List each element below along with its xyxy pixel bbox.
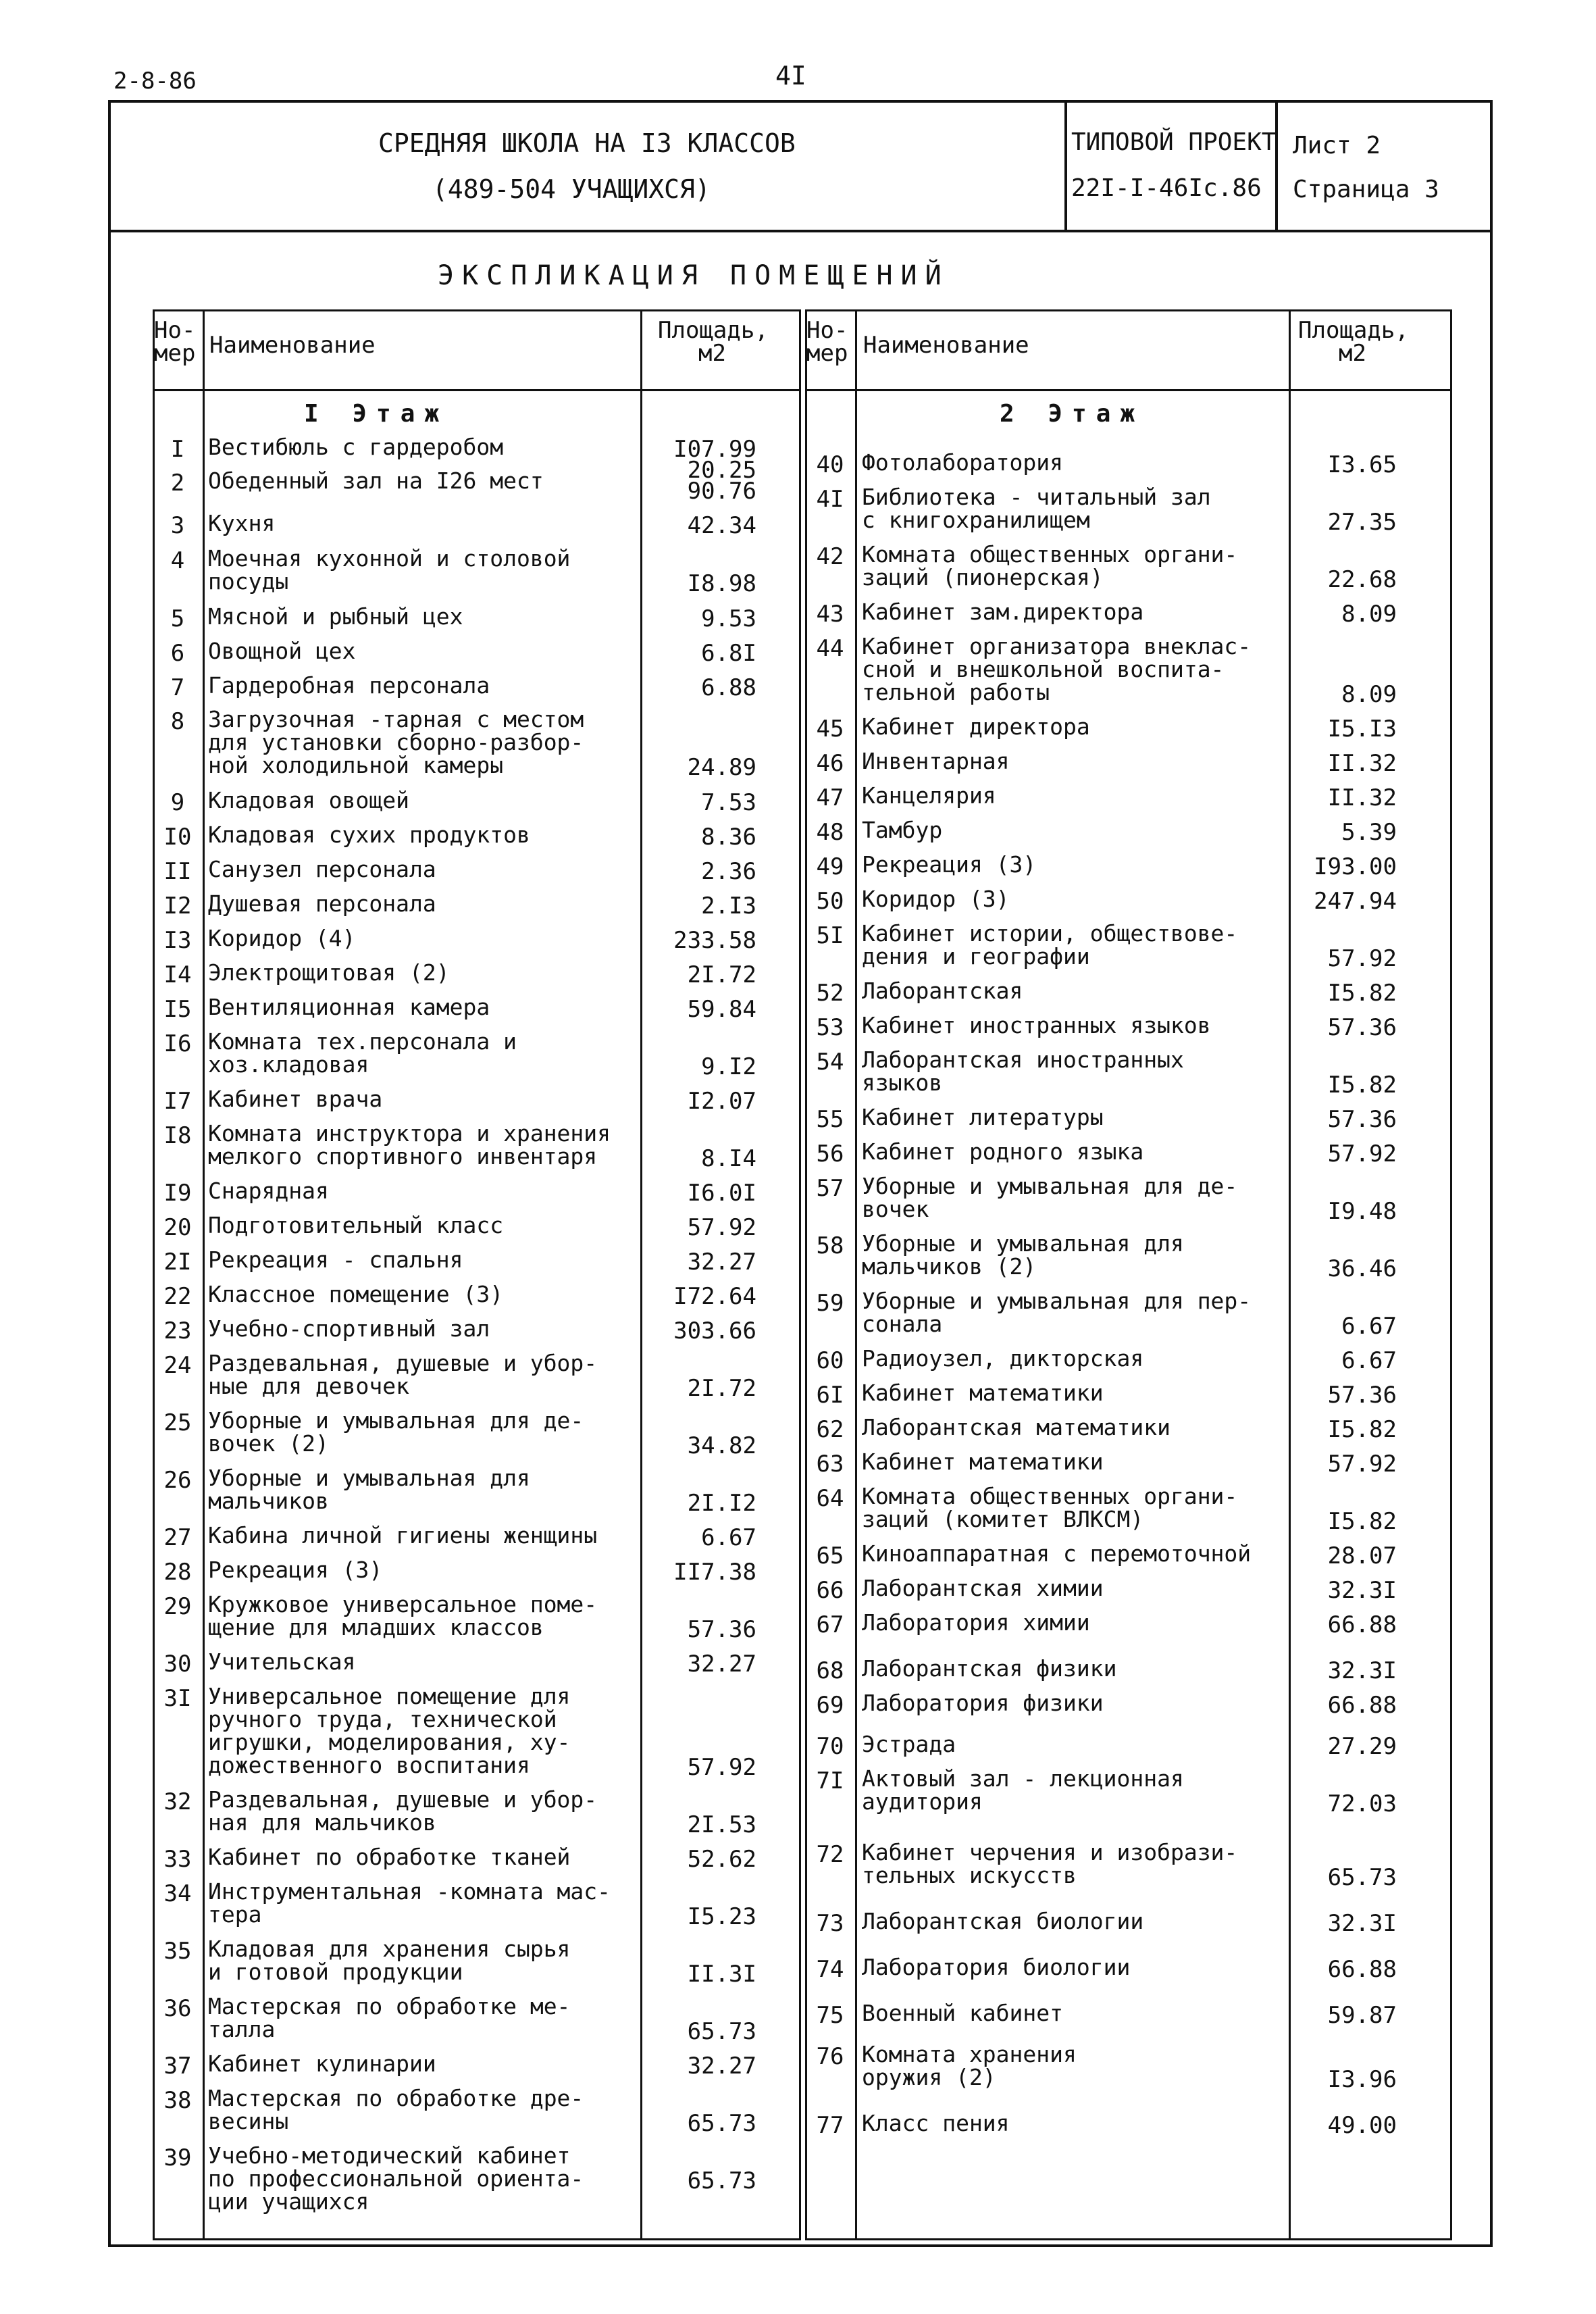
room-name: для установки сборно-разбор- bbox=[208, 729, 584, 755]
room-number: 65 bbox=[816, 1542, 844, 1569]
room-number: 22 bbox=[163, 1283, 192, 1310]
room-name: Гардеробная персонала bbox=[208, 672, 490, 699]
room-number: 44 bbox=[816, 635, 844, 662]
room-number: 32 bbox=[163, 1788, 192, 1815]
room-area: 7.53 bbox=[701, 789, 756, 816]
room-number: 76 bbox=[816, 2043, 844, 2070]
room-number: 30 bbox=[163, 1651, 192, 1678]
room-area: 303.66 bbox=[673, 1317, 756, 1344]
room-number: 6I bbox=[816, 1382, 844, 1409]
room-area: 57.92 bbox=[1327, 1140, 1397, 1167]
room-name: щение для младших классов bbox=[208, 1614, 544, 1640]
room-number: 7 bbox=[170, 674, 185, 701]
room-name: Загрузочная -тарная с местом bbox=[208, 706, 584, 732]
room-name: ные для девочек bbox=[208, 1373, 410, 1399]
room-name: Кабинет директора bbox=[862, 713, 1090, 740]
room-area: 27.29 bbox=[1327, 1733, 1397, 1760]
room-name: тельных искусств bbox=[862, 1862, 1077, 1888]
room-name: Кладовая овощей bbox=[208, 787, 410, 813]
room-name: сной и внешкольной воспита- bbox=[862, 656, 1225, 682]
room-name: Актовый зал - лекционная bbox=[862, 1765, 1184, 1792]
room-name: Лаборантская биологии bbox=[862, 1908, 1144, 1934]
room-number: 67 bbox=[816, 1611, 844, 1638]
right-table-col-divider bbox=[855, 309, 857, 2240]
room-area: 57.36 bbox=[1327, 1014, 1397, 1041]
room-name: игрушки, моделирования, ху- bbox=[208, 1729, 571, 1755]
room-number: 53 bbox=[816, 1014, 844, 1041]
room-area: 2I.53 bbox=[687, 1811, 756, 1838]
room-area: 233.58 bbox=[673, 927, 756, 954]
room-name: заций (комитет ВЛКСМ) bbox=[862, 1506, 1144, 1532]
room-area: 59.87 bbox=[1327, 2002, 1397, 2029]
room-name: Военный кабинет bbox=[862, 2000, 1064, 2026]
document-code-date: 2-8-86 bbox=[113, 68, 197, 95]
sheet-number: Лист 2 bbox=[1293, 132, 1381, 159]
room-name: тельной работы bbox=[862, 679, 1050, 705]
room-name: Мастерская по обработке ме- bbox=[208, 1993, 571, 2019]
room-name: посуды bbox=[208, 568, 289, 595]
room-name: Кладовая для хранения сырья bbox=[208, 1936, 571, 1962]
room-number: 5I bbox=[816, 922, 844, 949]
room-number: 2 bbox=[170, 470, 185, 497]
document-subtitle: (489-504 УЧАЩИХСЯ) bbox=[432, 174, 711, 204]
room-area: 65.73 bbox=[687, 2018, 756, 2045]
room-name: ручного труда, технической bbox=[208, 1706, 557, 1732]
room-name: Уборные и умывальная для де- bbox=[208, 1407, 584, 1434]
room-number: 77 bbox=[816, 2112, 844, 2139]
right-col-number-header: мер bbox=[806, 340, 848, 367]
room-area: I5.82 bbox=[1327, 980, 1397, 1007]
room-name: вочек bbox=[862, 1196, 929, 1222]
room-name: Раздевальная, душевые и убор- bbox=[208, 1786, 598, 1813]
room-number: I3 bbox=[163, 927, 192, 954]
room-name: вочек (2) bbox=[208, 1430, 329, 1457]
right-col-name-header: Наименование bbox=[863, 332, 1029, 359]
room-number: 66 bbox=[816, 1577, 844, 1604]
room-name: Учительская bbox=[208, 1649, 356, 1675]
title-block-separator bbox=[1064, 100, 1067, 231]
room-area: 2.36 bbox=[701, 858, 756, 885]
room-name: Библиотека - читальный зал bbox=[862, 484, 1211, 510]
room-area: 57.36 bbox=[1327, 1106, 1397, 1133]
room-name: Кабинет родного языка bbox=[862, 1138, 1144, 1165]
room-number: 25 bbox=[163, 1409, 192, 1436]
room-name: Эстрада bbox=[862, 1731, 956, 1757]
room-name: тера bbox=[208, 1901, 262, 1928]
room-area: 57.36 bbox=[1327, 1382, 1397, 1409]
room-area: 5.39 bbox=[1341, 819, 1397, 846]
room-area: 59.84 bbox=[687, 996, 756, 1023]
room-number: 46 bbox=[816, 750, 844, 777]
room-name: Обеденный зал на I26 мест bbox=[208, 468, 544, 494]
room-number: I4 bbox=[163, 961, 192, 988]
right-col-area-header: Площадь, bbox=[1298, 317, 1409, 344]
room-name: Учебно-спортивный зал bbox=[208, 1315, 490, 1342]
room-name: Лаборантская физики bbox=[862, 1655, 1117, 1682]
room-name: Учебно-методический кабинет bbox=[208, 2142, 571, 2169]
project-label: ТИПОВОЙ ПРОЕКТ bbox=[1071, 128, 1277, 156]
room-number: 5 bbox=[170, 605, 185, 632]
room-name: Уборные и умывальная для пер- bbox=[862, 1288, 1252, 1314]
room-name: Кладовая сухих продуктов bbox=[208, 822, 530, 848]
room-name: языков bbox=[862, 1070, 943, 1096]
room-name: Лаборатория физики bbox=[862, 1690, 1104, 1716]
room-area: I5.23 bbox=[687, 1903, 756, 1930]
room-number: I8 bbox=[163, 1122, 192, 1149]
room-name: ции учащихся bbox=[208, 2188, 369, 2215]
room-area: 20.25 bbox=[687, 457, 756, 484]
room-name: Кабинет зам.директора bbox=[862, 599, 1144, 625]
room-name: Раздевальная, душевые и убор- bbox=[208, 1350, 598, 1376]
room-area: 90.76 bbox=[687, 478, 756, 505]
room-number: 3I bbox=[163, 1685, 192, 1712]
left-col-name-header: Наименование bbox=[209, 332, 376, 359]
room-number: 9 bbox=[170, 789, 185, 816]
room-name: Кабинет иностранных языков bbox=[862, 1012, 1211, 1038]
room-area: 6.88 bbox=[701, 674, 756, 701]
room-name: оружия (2) bbox=[862, 2064, 996, 2090]
floor-2-heading: 2 Этаж bbox=[1000, 400, 1145, 428]
room-area: 6.67 bbox=[1341, 1313, 1397, 1340]
room-name: Кабинет по обработке тканей bbox=[208, 1844, 571, 1870]
room-area: 57.92 bbox=[687, 1214, 756, 1241]
room-number: 28 bbox=[163, 1559, 192, 1586]
room-area: 57.92 bbox=[1327, 1451, 1397, 1478]
room-number: 68 bbox=[816, 1657, 844, 1684]
room-name: с книгохранилищем bbox=[862, 507, 1090, 533]
page-number: 4I bbox=[775, 61, 806, 91]
room-area: 8.36 bbox=[701, 824, 756, 851]
room-area: 27.35 bbox=[1327, 509, 1397, 536]
room-name: Моечная кухонной и столовой bbox=[208, 545, 571, 572]
room-area: II.32 bbox=[1327, 784, 1397, 811]
room-area: 66.88 bbox=[1327, 1692, 1397, 1719]
room-number: 48 bbox=[816, 819, 844, 846]
room-name: Лаборатория биологии bbox=[862, 1954, 1131, 1980]
room-name: сонала bbox=[862, 1311, 943, 1337]
room-name: Душевая персонала bbox=[208, 890, 436, 917]
room-area: I5.82 bbox=[1327, 1416, 1397, 1443]
room-area: 2I.72 bbox=[687, 1375, 756, 1402]
room-name: Лаборантская иностранных bbox=[862, 1047, 1184, 1073]
room-number: 63 bbox=[816, 1451, 844, 1478]
room-area: 8.I4 bbox=[701, 1145, 756, 1172]
room-area: 6.8I bbox=[701, 640, 756, 667]
room-name: Вестибюль с гардеробом bbox=[208, 434, 504, 460]
room-area: I5.82 bbox=[1327, 1072, 1397, 1099]
room-area: 6.67 bbox=[701, 1524, 756, 1551]
room-number: 50 bbox=[816, 888, 844, 915]
room-name: Лаборантская математики bbox=[862, 1414, 1170, 1440]
room-name: Инструментальная -комната мас- bbox=[208, 1878, 611, 1905]
room-number: 60 bbox=[816, 1347, 844, 1374]
room-name: мальчиков bbox=[208, 1488, 329, 1514]
left-table-col-divider bbox=[203, 309, 205, 2240]
room-name: мелкого спортивного инвентаря bbox=[208, 1143, 598, 1169]
room-area: I2.07 bbox=[687, 1088, 756, 1115]
room-number: I7 bbox=[163, 1088, 192, 1115]
room-name: Кабинет математики bbox=[862, 1449, 1104, 1475]
room-area: 32.27 bbox=[687, 1651, 756, 1678]
room-name: талла bbox=[208, 2016, 276, 2042]
room-name: Уборные и умывальная для bbox=[208, 1465, 530, 1491]
room-number: 7I bbox=[816, 1767, 844, 1794]
room-number: 34 bbox=[163, 1880, 192, 1907]
room-name: Кабинет истории, обществове- bbox=[862, 920, 1238, 947]
room-number: 2I bbox=[163, 1249, 192, 1276]
room-area: 36.46 bbox=[1327, 1255, 1397, 1282]
room-name: Комната тех.персонала и bbox=[208, 1028, 517, 1055]
room-number: 42 bbox=[816, 543, 844, 570]
room-area: 6.67 bbox=[1341, 1347, 1397, 1374]
room-name: Кабинет кулинарии bbox=[208, 2051, 436, 2077]
room-name: заций (пионерская) bbox=[862, 564, 1104, 590]
room-number: 26 bbox=[163, 1467, 192, 1494]
room-name: весины bbox=[208, 2108, 289, 2134]
title-block-divider bbox=[108, 230, 1493, 232]
room-number: 39 bbox=[163, 2144, 192, 2171]
room-name: Инвентарная bbox=[862, 748, 1010, 774]
room-name: Рекреация - спальня bbox=[208, 1247, 463, 1273]
room-name: аудитория bbox=[862, 1788, 983, 1815]
room-area: 2I.I2 bbox=[687, 1490, 756, 1517]
room-area: I9.48 bbox=[1327, 1198, 1397, 1225]
room-number: 43 bbox=[816, 601, 844, 628]
project-code: 22I-I-46Ic.86 bbox=[1071, 174, 1262, 202]
room-number: 62 bbox=[816, 1416, 844, 1443]
room-name: Киноаппаратная с перемоточной bbox=[862, 1540, 1252, 1567]
room-name: Кабинет врача bbox=[208, 1086, 383, 1112]
room-name: Вентиляционная камера bbox=[208, 994, 490, 1020]
room-name: Мастерская по обработке дре- bbox=[208, 2085, 584, 2111]
room-name: Лаборантская химии bbox=[862, 1575, 1104, 1601]
room-number: 64 bbox=[816, 1485, 844, 1512]
room-name: Уборные и умывальная для bbox=[862, 1230, 1184, 1257]
room-area: I3.65 bbox=[1327, 451, 1397, 478]
room-number: I9 bbox=[163, 1180, 192, 1207]
room-name: Кабинет черчения и изобрази- bbox=[862, 1839, 1238, 1865]
title-block-separator bbox=[1275, 100, 1278, 231]
room-area: 2.I3 bbox=[701, 892, 756, 920]
room-name: Электрощитовая (2) bbox=[208, 959, 450, 986]
room-name: Уборные и умывальная для де- bbox=[862, 1173, 1238, 1199]
room-name: Универсальное помещение для bbox=[208, 1683, 571, 1709]
room-area: 49.00 bbox=[1327, 2112, 1397, 2139]
room-number: 56 bbox=[816, 1140, 844, 1167]
room-name: Комната инструктора и хранения bbox=[208, 1120, 611, 1147]
room-area: 66.88 bbox=[1327, 1956, 1397, 1983]
room-name: Кружковое универсальное поме- bbox=[208, 1591, 598, 1617]
room-area: I07.99 bbox=[673, 436, 756, 463]
room-name: Санузел персонала bbox=[208, 856, 436, 882]
room-number: I bbox=[170, 436, 185, 463]
room-name: Кабинет литературы bbox=[862, 1104, 1104, 1130]
room-area: 57.36 bbox=[687, 1616, 756, 1643]
room-name: Радиоузел, дикторская bbox=[862, 1345, 1144, 1372]
room-name: Овощной цех bbox=[208, 638, 356, 664]
room-area: 24.89 bbox=[687, 754, 756, 781]
room-area: 32.3I bbox=[1327, 1657, 1397, 1684]
room-area: 65.73 bbox=[687, 2110, 756, 2137]
room-number: 75 bbox=[816, 2002, 844, 2029]
room-name: Канцелярия bbox=[862, 782, 996, 809]
room-area: 57.92 bbox=[1327, 945, 1397, 972]
room-name: хоз.кладовая bbox=[208, 1051, 369, 1078]
room-area: 52.62 bbox=[687, 1846, 756, 1873]
room-area: I72.64 bbox=[673, 1283, 756, 1310]
floor-1-heading: I Этаж bbox=[304, 400, 449, 428]
room-area: 65.73 bbox=[1327, 1864, 1397, 1891]
left-table-header-divider bbox=[153, 389, 801, 391]
room-number: 59 bbox=[816, 1290, 844, 1317]
room-name: Снарядная bbox=[208, 1178, 329, 1204]
room-area: II7.38 bbox=[673, 1559, 756, 1586]
room-number: 37 bbox=[163, 2053, 192, 2080]
left-col-number-header: мер bbox=[154, 340, 196, 367]
room-area: 65.73 bbox=[687, 2167, 756, 2194]
left-col-number-header: Но- bbox=[154, 317, 196, 344]
room-area: 22.68 bbox=[1327, 566, 1397, 593]
room-name: Комната общественных органи- bbox=[862, 1483, 1238, 1509]
room-name: Кабинет математики bbox=[862, 1380, 1104, 1406]
right-col-number-header: Но- bbox=[806, 317, 848, 344]
room-number: 49 bbox=[816, 853, 844, 880]
room-name: Классное помещение (3) bbox=[208, 1281, 504, 1307]
explication-title: ЭКСПЛИКАЦИЯ ПОМЕЩЕНИЙ bbox=[438, 260, 950, 291]
room-name: по профессиональной ориента- bbox=[208, 2165, 584, 2192]
room-name: Фотолаборатория bbox=[862, 449, 1064, 476]
room-number: 70 bbox=[816, 1733, 844, 1760]
room-number: I0 bbox=[163, 824, 192, 851]
room-number: I2 bbox=[163, 892, 192, 920]
room-number: 38 bbox=[163, 2087, 192, 2114]
room-number: 3 bbox=[170, 512, 185, 539]
room-name: Рекреация (3) bbox=[208, 1557, 383, 1583]
room-area: I93.00 bbox=[1314, 853, 1397, 880]
room-name: дения и географии bbox=[862, 943, 1090, 970]
right-table-header-divider bbox=[805, 389, 1452, 391]
room-name: Подготовительный класс bbox=[208, 1212, 504, 1238]
room-number: 6 bbox=[170, 640, 185, 667]
room-number: 52 bbox=[816, 980, 844, 1007]
room-name: Мясной и рыбный цех bbox=[208, 603, 463, 630]
room-name: мальчиков (2) bbox=[862, 1253, 1037, 1280]
room-name: Кабинет организатора внеклас- bbox=[862, 633, 1252, 659]
room-area: I5.82 bbox=[1327, 1508, 1397, 1535]
room-number: 33 bbox=[163, 1846, 192, 1873]
room-number: 20 bbox=[163, 1214, 192, 1241]
room-name: Комната хранения bbox=[862, 2041, 1077, 2067]
room-number: 55 bbox=[816, 1106, 844, 1133]
right-col-area-header: м2 bbox=[1339, 340, 1366, 367]
left-col-area-header: Площадь, bbox=[658, 317, 769, 344]
room-area: I6.0I bbox=[687, 1180, 756, 1207]
room-number: 72 bbox=[816, 1841, 844, 1868]
room-name: дожественного воспитания bbox=[208, 1752, 530, 1778]
room-name: Коридор (3) bbox=[862, 886, 1010, 912]
room-number: 27 bbox=[163, 1524, 192, 1551]
room-number: 8 bbox=[170, 708, 185, 735]
room-area: 34.82 bbox=[687, 1432, 756, 1459]
room-number: II bbox=[163, 858, 192, 885]
room-number: 4 bbox=[170, 547, 185, 574]
room-area: 2I.72 bbox=[687, 961, 756, 988]
room-area: 32.27 bbox=[687, 2053, 756, 2080]
room-number: 58 bbox=[816, 1232, 844, 1259]
room-area: 8.09 bbox=[1341, 681, 1397, 708]
room-area: 8.09 bbox=[1341, 601, 1397, 628]
room-name: Класс пения bbox=[862, 2110, 1010, 2136]
room-area: 28.07 bbox=[1327, 1542, 1397, 1569]
room-number: 29 bbox=[163, 1593, 192, 1620]
room-name: ной холодильной камеры bbox=[208, 752, 504, 778]
room-name: Кабина личной гигиены женщины bbox=[208, 1522, 598, 1549]
room-name: Кухня bbox=[208, 510, 276, 536]
document-title: СРЕДНЯЯ ШКОЛА НА I3 КЛАССОВ bbox=[378, 128, 796, 158]
room-number: 47 bbox=[816, 784, 844, 811]
room-area: 32.27 bbox=[687, 1249, 756, 1276]
room-name: Коридор (4) bbox=[208, 925, 356, 951]
room-number: I6 bbox=[163, 1030, 192, 1057]
room-number: 74 bbox=[816, 1956, 844, 1983]
room-name: Комната общественных органи- bbox=[862, 541, 1238, 568]
room-name: Рекреация (3) bbox=[862, 851, 1037, 878]
room-area: 72.03 bbox=[1327, 1790, 1397, 1817]
room-number: 40 bbox=[816, 451, 844, 478]
room-number: 35 bbox=[163, 1938, 192, 1965]
room-area: 247.94 bbox=[1314, 888, 1397, 915]
room-area: 9.53 bbox=[701, 605, 756, 632]
room-area: 9.I2 bbox=[701, 1053, 756, 1080]
room-number: 4I bbox=[816, 486, 844, 513]
room-number: 57 bbox=[816, 1175, 844, 1202]
room-area: 32.3I bbox=[1327, 1910, 1397, 1937]
room-number: 24 bbox=[163, 1352, 192, 1379]
room-area: 66.88 bbox=[1327, 1611, 1397, 1638]
room-number: 54 bbox=[816, 1049, 844, 1076]
room-area: I8.98 bbox=[687, 570, 756, 597]
room-area: 57.92 bbox=[687, 1754, 756, 1781]
room-number: 36 bbox=[163, 1995, 192, 2022]
room-area: 32.3I bbox=[1327, 1577, 1397, 1604]
room-name: и готовой продукции bbox=[208, 1959, 463, 1985]
room-name: Тамбур bbox=[862, 817, 943, 843]
room-area: I5.I3 bbox=[1327, 715, 1397, 743]
room-area: I3.96 bbox=[1327, 2066, 1397, 2093]
room-number: 69 bbox=[816, 1692, 844, 1719]
room-area: II.32 bbox=[1327, 750, 1397, 777]
room-area: 42.34 bbox=[687, 512, 756, 539]
page-label: Страница 3 bbox=[1293, 176, 1439, 203]
left-col-area-header: м2 bbox=[698, 340, 726, 367]
room-number: 23 bbox=[163, 1317, 192, 1344]
room-name: Лаборантская bbox=[862, 978, 1023, 1004]
room-name: ная для мальчиков bbox=[208, 1809, 436, 1836]
room-area: II.3I bbox=[687, 1961, 756, 1988]
room-number: I5 bbox=[163, 996, 192, 1023]
room-number: 45 bbox=[816, 715, 844, 743]
room-number: 73 bbox=[816, 1910, 844, 1937]
room-name: Лаборатория химии bbox=[862, 1609, 1090, 1636]
